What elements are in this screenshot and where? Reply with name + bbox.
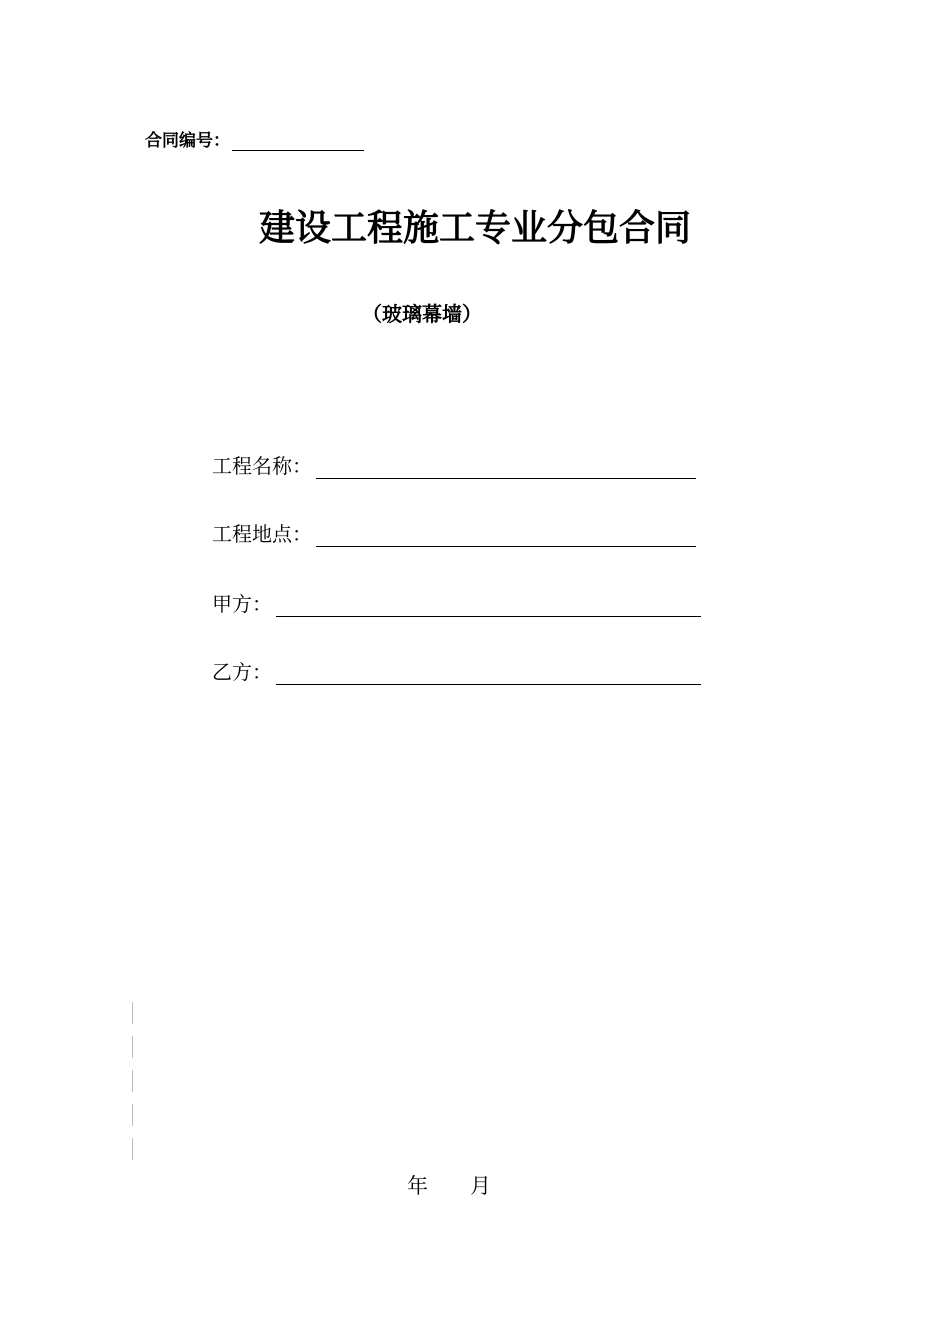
date-line [407, 1170, 491, 1200]
contract-number-label: 合同编号： [145, 131, 230, 151]
margin-mark [132, 1002, 133, 1024]
party-b-field [212, 656, 701, 685]
party-b-label: 乙方： [212, 660, 272, 684]
project-location-blank[interactable] [316, 526, 696, 547]
project-location-field [212, 518, 696, 547]
party-a-field [212, 588, 701, 617]
project-name-label: 工程名称： [212, 454, 312, 478]
month-label: 月 [470, 1174, 491, 1198]
margin-mark [132, 1070, 133, 1092]
project-name-blank[interactable] [316, 458, 696, 479]
contract-number [145, 126, 364, 151]
margin-mark [132, 1036, 133, 1058]
party-b-blank[interactable] [276, 664, 701, 685]
project-location-label: 工程地点： [212, 522, 312, 546]
margin-mark [132, 1104, 133, 1126]
contract-number-blank[interactable] [232, 132, 364, 151]
year-label: 年 [407, 1174, 428, 1198]
project-name-field [212, 450, 696, 479]
party-a-blank[interactable] [276, 596, 701, 617]
document-title: 建设工程施工专业分包合同 [258, 207, 691, 249]
margin-mark [132, 1138, 133, 1160]
party-a-label: 甲方： [212, 592, 272, 616]
document-subtitle: （玻璃幕墙） [362, 302, 482, 326]
